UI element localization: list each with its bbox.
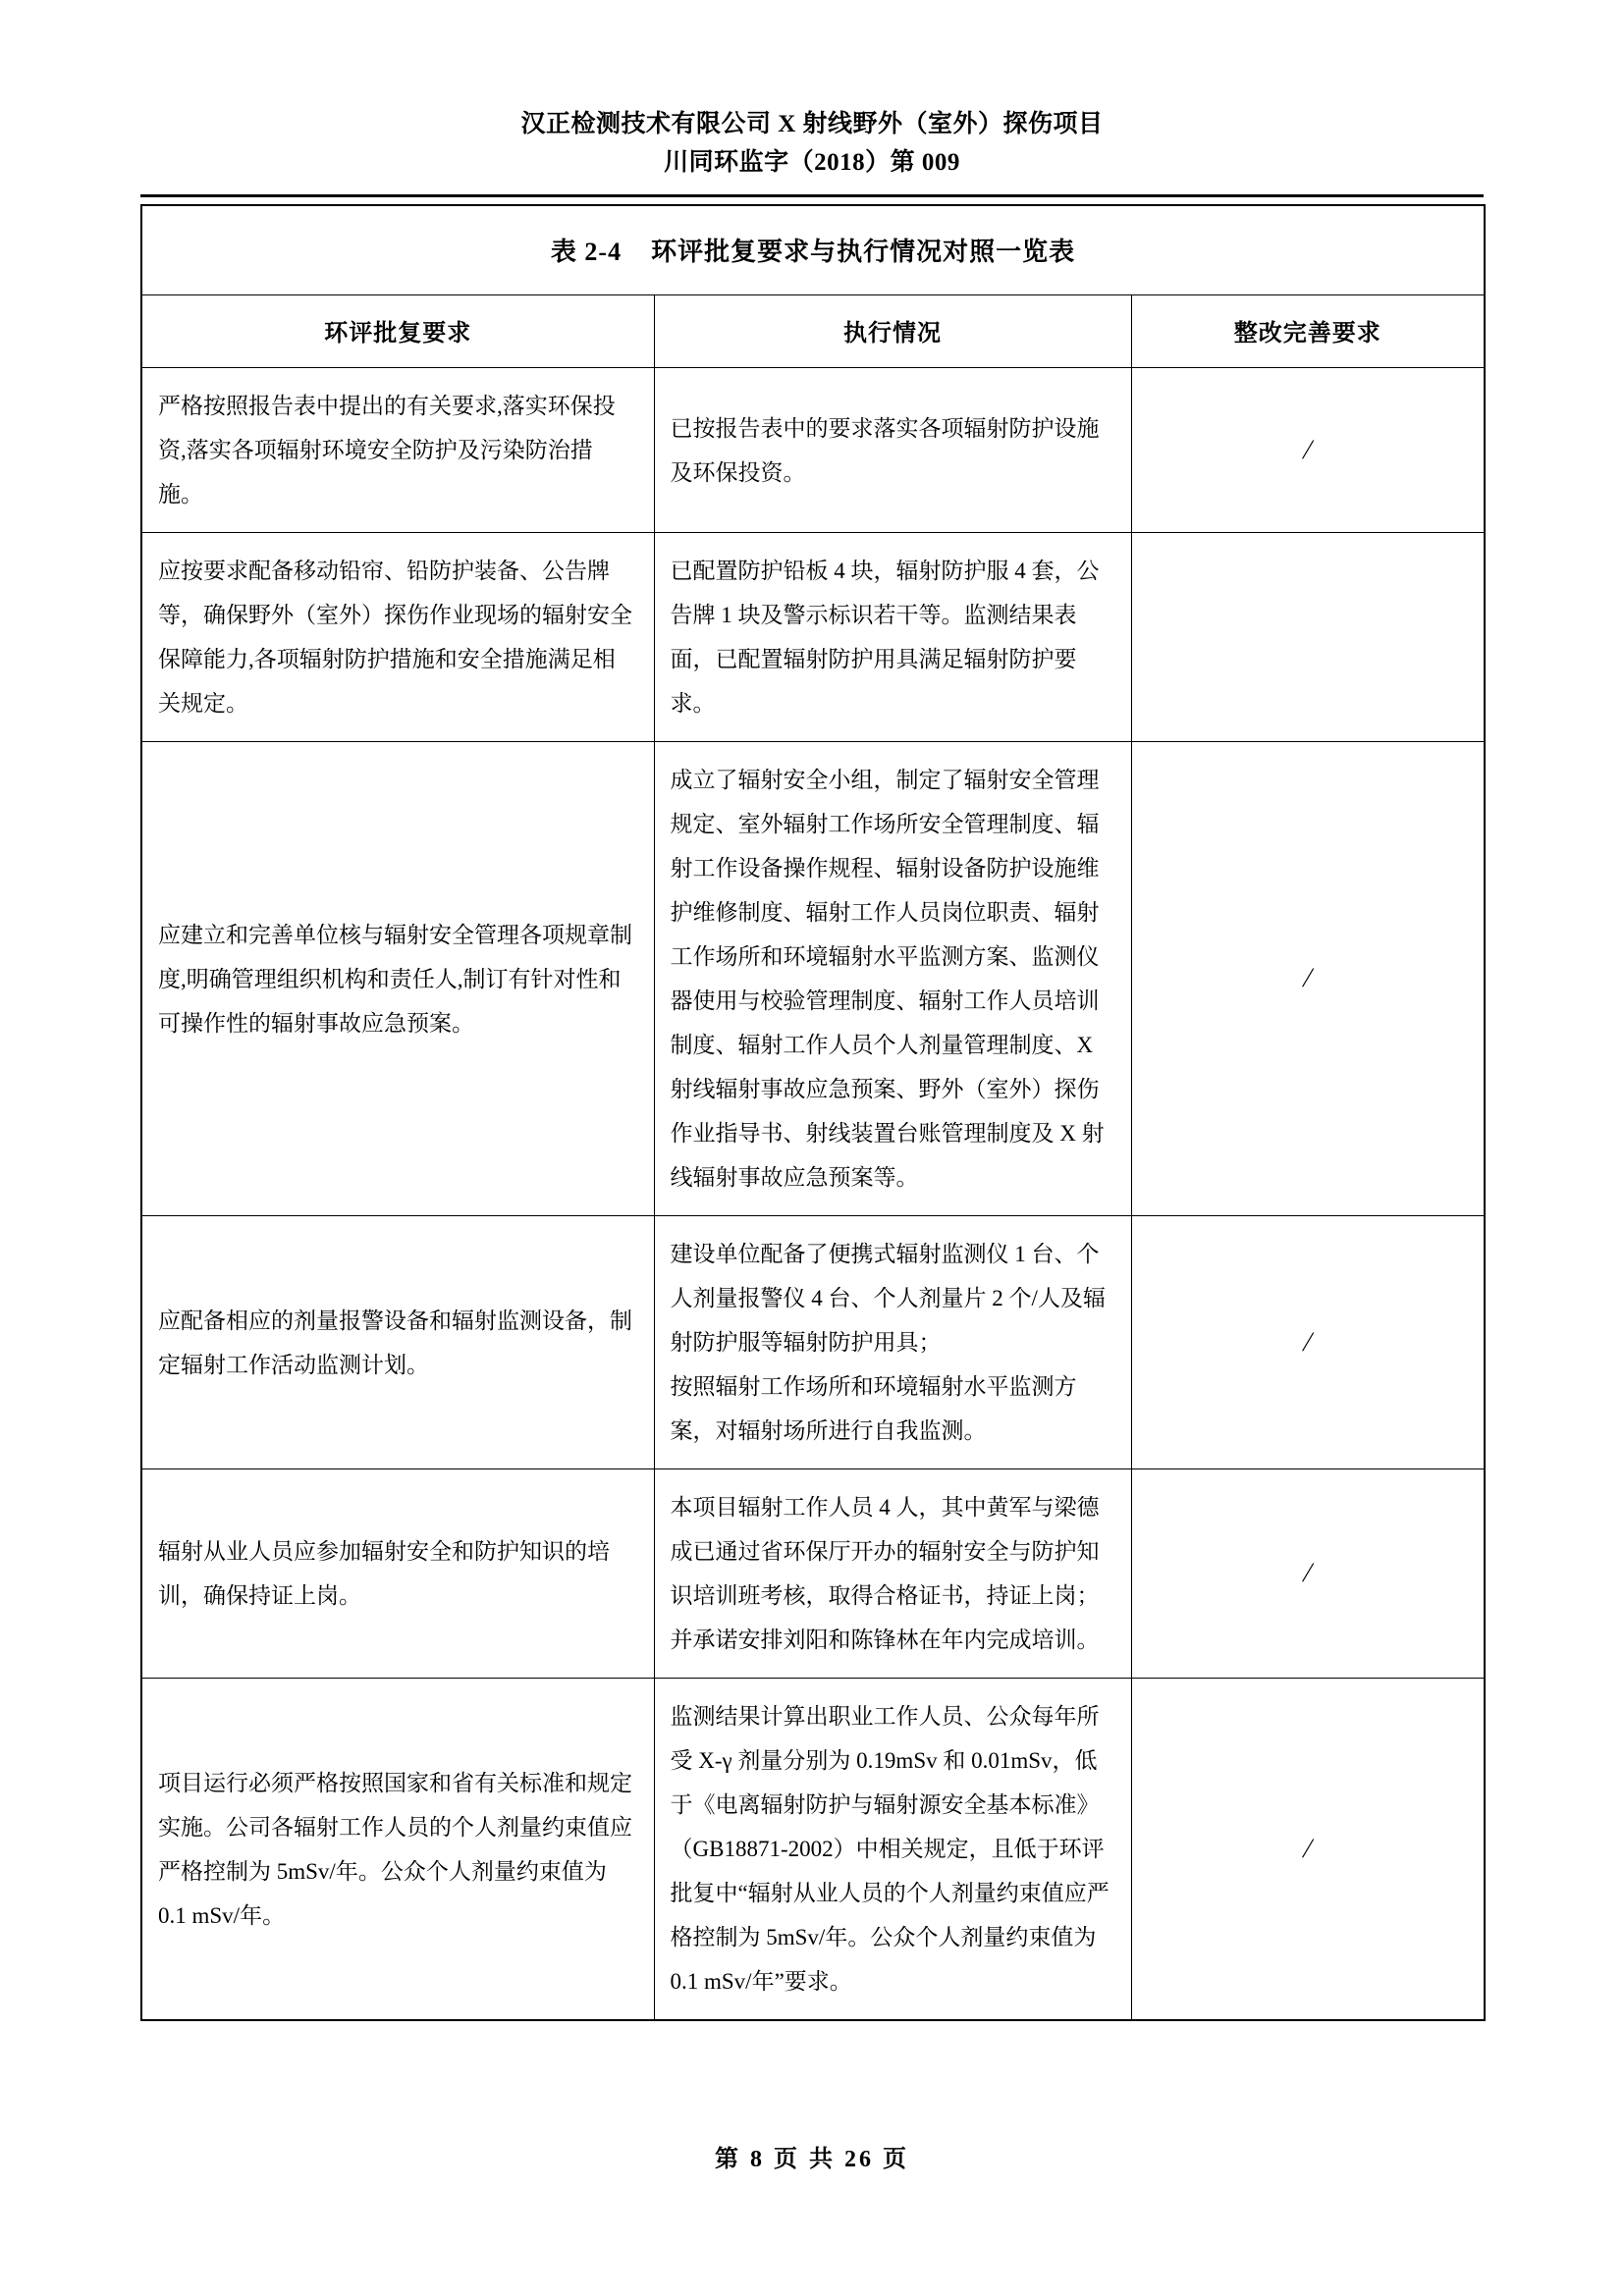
cell-requirement: 应按要求配备移动铅帘、铅防护装备、公告牌等，确保野外（室外）探伤作业现场的辐射安全保障能力,各项辐射防护措施和安全措施满足相关规定。: [141, 533, 654, 742]
comparison-table: [140, 204, 1486, 2021]
execution-paragraph: 建设单位配备了便携式辐射监测仪 1 台、个人剂量报警仪 4 台、个人剂量片 2 个/人及辐射防护服等辐射防护用具；: [670, 1242, 1106, 1355]
cell-execution: 已配置防护铅板 4 块，辐射防护服 4 套，公告牌 1 块及警示标识若干等。监测结果表面，已配置辐射防护用具满足辐射防护要求。: [654, 533, 1131, 742]
cell-execution: 成立了辐射安全小组，制定了辐射安全管理规定、室外辐射工作场所安全管理制度、辐射工作设备操作规程、辐射设备防护设施维护维修制度、辐射工作人员岗位职责、辐射工作场所和环境辐射水平监测方案、监测仪器使用与校验管理制度、辐射工作人员培训制度、辐射工作人员个人剂量管理制度、X 射线辐射事故应急预案、野外（室外）探伤作业指导书、射线装置台账管理制度及 X 射线辐射事故应急预案等。: [654, 742, 1131, 1216]
table-caption-number: 表 2-4: [550, 237, 623, 266]
cell-requirement: 项目运行必须严格按照国家和省有关标准和规定实施。公司各辐射工作人员的个人剂量约束值应严格控制为 5mSv/年。公众个人剂量约束值为 0.1 mSv/年。: [141, 1679, 654, 2021]
column-header-execution: 执行情况: [654, 295, 1131, 368]
cell-correction: [1131, 1469, 1485, 1679]
cell-execution: 已按报告表中的要求落实各项辐射防护设施及环保投资。: [654, 368, 1131, 533]
cell-correction: [1131, 742, 1485, 1216]
cell-requirement: 应建立和完善单位核与辐射安全管理各项规章制度,明确管理组织机构和责任人,制订有针对性和可操作性的辐射事故应急预案。: [141, 742, 654, 1216]
correction-slash: /: [1300, 963, 1316, 993]
table-row: [141, 368, 1485, 533]
cell-execution: 本项目辐射工作人员 4 人，其中黄军与梁德成已通过省环保厅开办的辐射安全与防护知识培训班考核，取得合格证书，持证上岗；并承诺安排刘阳和陈锋林在年内完成培训。: [654, 1469, 1131, 1679]
cell-requirement: 辐射从业人员应参加辐射安全和防护知识的培训，确保持证上岗。: [141, 1469, 654, 1679]
table-row: [141, 533, 1485, 742]
cell-requirement: 应配备相应的剂量报警设备和辐射监测设备，制定辐射工作活动监测计划。: [141, 1216, 654, 1469]
cell-execution: [654, 1216, 1131, 1469]
cell-correction: [1131, 1679, 1485, 2021]
column-header-correction: 整改完善要求: [1131, 295, 1485, 368]
execution-paragraph: 按照辐射工作场所和环境辐射水平监测方案，对辐射场所进行自我监测。: [670, 1374, 1077, 1443]
table-row: [141, 1679, 1485, 2021]
table-caption-title: 环评批复要求与执行情况对照一览表: [651, 237, 1076, 266]
table-container: [140, 204, 1484, 2021]
table-caption: [141, 205, 1485, 295]
correction-slash: /: [1300, 1326, 1316, 1358]
correction-slash: /: [1300, 1558, 1316, 1588]
cell-requirement: 严格按照报告表中提出的有关要求,落实环保投资,落实各项辐射环境安全防护及污染防治措施。: [141, 368, 654, 533]
table-header-row: [141, 295, 1485, 368]
cell-execution: 监测结果计算出职业工作人员、公众每年所受 X-γ 剂量分别为 0.19mSv 和 0.01mSv，低于《电离辐射防护与辐射源安全基本标准》（GB18871-2002）中相关规定，且低于环评批复中“辐射从业人员的个人剂量约束值应严格控制为 5mSv/年。公众个人剂量约束值为 0.1 mSv/年”要求。: [654, 1679, 1131, 2021]
column-header-requirement: 环评批复要求: [141, 295, 654, 368]
running-header: [140, 106, 1484, 183]
cell-correction: [1131, 368, 1485, 533]
table-caption-row: [141, 205, 1485, 295]
correction-slash: /: [1300, 1833, 1316, 1864]
document-title: 汉正检测技术有限公司 X 射线野外（室外）探伤项目: [520, 111, 1104, 137]
page-footer: 第 8 页 共 26 页: [715, 2147, 909, 2172]
document-number: 川同环监字（2018）第 009: [664, 149, 960, 176]
cell-correction: [1131, 533, 1485, 742]
header-divider-rule: [140, 194, 1484, 197]
table-row: [141, 1216, 1485, 1469]
cell-correction: [1131, 1216, 1485, 1469]
table-row: [141, 742, 1485, 1216]
correction-slash: /: [1300, 434, 1316, 465]
table-row: [141, 1469, 1485, 1679]
